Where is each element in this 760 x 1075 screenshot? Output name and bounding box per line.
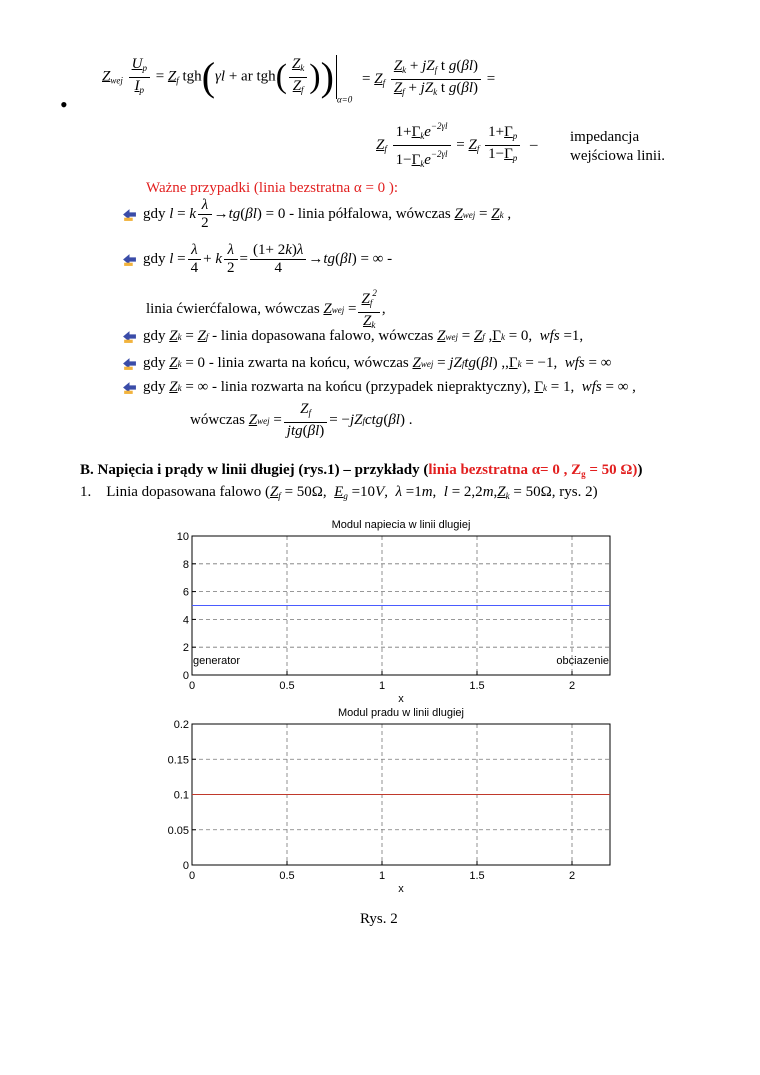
case-open-cont: wówczas Z wej = $\frac{Z_f}{\text{jtg(βl)}}$ = − jZ f ctg ( βl ) .: [190, 401, 413, 439]
x-tick-label: 1.5: [469, 680, 485, 692]
x-tick-label: 0: [188, 680, 196, 692]
y-tick-label: 0: [182, 860, 189, 872]
x-tick-label: 1: [378, 870, 386, 882]
case-shorted: gdy Z k = 0 - linia zwarta na końcu, wówczas Z wej = jZ f tg ( βl ) ,, Γ k = −1, wfs = ∞: [122, 355, 611, 372]
case-half-wave: gdy l = k $\frac{\lambda}{2}$ → tg ( βl ) = 0 - linia półfalowa, wówczas Z wej = Z k ,: [122, 197, 511, 232]
formula-input-impedance-row2: $Z_f$ $\frac{1+\Gamma_ke^{-2\gamma l}}{1-\Gamma_ke^{-2\gamma l}}$ = $Z_f$ $\frac{1+\Gamma_p}{1-\Gamma_p}$ –: [376, 118, 538, 173]
x-axis-label: x: [398, 883, 404, 895]
x-tick-label: 2: [568, 680, 576, 692]
formula-input-impedance-row1: $Z_{wej}$ $\frac{U_p}{I_p}$ = $Z_f$ tgh(γl + ar tgh( $\frac{Z_k}{Z_f}$ ))$_{\alpha=0}$: [102, 54, 353, 105]
x-tick-label: 0: [188, 870, 196, 882]
y-tick-label: 0.15: [167, 754, 189, 767]
y-tick-label: 4: [182, 614, 189, 627]
y-tick-label: 0.05: [167, 824, 189, 837]
annotation-load: obciazenie: [556, 655, 609, 667]
x-tick-label: 1: [378, 680, 386, 692]
case-matched: gdy Z k = Z f - linia dopasowana falowo, wówczas Z wej = Z f , Γ k = 0, wfs =1,: [122, 328, 583, 345]
x-tick-label: 0.5: [279, 870, 295, 882]
y-tick-label: 6: [182, 586, 189, 599]
case-quarter-wave-cont: linia ćwierćfalowa, wówczas Z wej = $\frac{Z_f^2}{Z_k}$ ,: [146, 285, 386, 334]
x-tick-label: 1.5: [469, 870, 485, 882]
x-tick-label: 2: [568, 870, 576, 882]
figure-caption: Rys. 2: [360, 911, 398, 927]
case-open: gdy Z k = ∞ - linia rozwarta na końcu (przypadek niepraktyczny), Γ k = 1, wfs = ∞ ,: [122, 379, 636, 396]
section-b-title: B. Napięcia i prądy w linii długiej (rys.1) – przykłady (linia bezstratna α= 0 , $Z_g = 50$ Ω)): [80, 462, 643, 479]
y-tick-label: 0: [182, 670, 189, 682]
special-cases-heading: Ważne przypadki (linia bezstratna α = 0 ):: [146, 180, 399, 196]
x-tick-label: 0.5: [279, 680, 295, 692]
x-axis-label: x: [398, 693, 404, 705]
chart-title: Modul napiecia w linii dlugiej: [331, 519, 471, 531]
y-tick-label: 8: [182, 558, 189, 571]
y-tick-label: 10: [176, 531, 189, 543]
formula-input-impedance-row1-rhs: = $Z_f$ $\frac{Z_k + jZ_f t g(\beta l)}{Z_f + jZ_k t g(\beta l)}$ =: [362, 58, 496, 97]
case-quarter-wave: gdy l = $\frac{\lambda}{4}$ + k $\frac{\lambda}{2}$ = $\frac{(1+ 2k)\lambda}{4}$ → tg ( βl ) = ∞ -: [122, 242, 392, 277]
y-tick-label: 2: [182, 642, 189, 655]
section-b-item1: 1. Linia dopasowana falowo ($Z_f = 50\Omega$, $E_g =10V$, λ =1m, $l = 2,2m,Z_k = 50\Omega$, rys. 2): [80, 484, 598, 501]
chart-title: Modul pradu w linii dlugiej: [338, 707, 464, 719]
impedance-label: impedancja wejściowa linii.: [570, 129, 665, 164]
y-tick-label: 0.1: [173, 789, 189, 802]
annotation-generator: generator: [193, 655, 241, 667]
bullet-dot: •: [60, 92, 68, 117]
y-tick-label: 0.2: [173, 719, 189, 731]
